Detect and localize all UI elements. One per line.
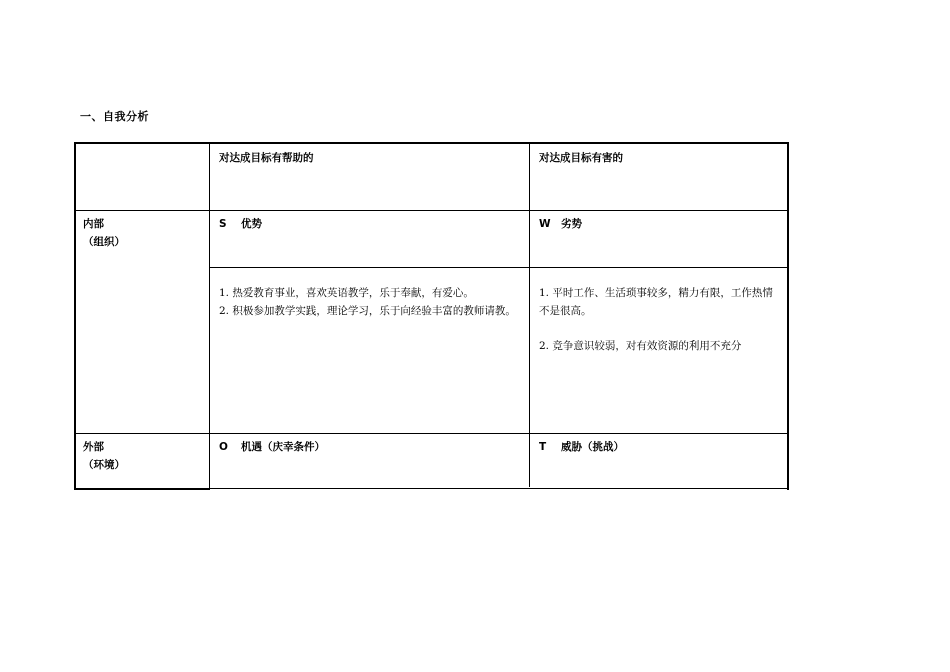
internal-label xyxy=(83,215,125,251)
weaknesses-content xyxy=(539,284,779,355)
weakness-item-1: 1. 平时工作、生活琐事较多，精力有限，工作热情不是很高。 xyxy=(539,287,773,317)
table-col-divider-2 xyxy=(529,144,530,487)
external-label-line2: （环境） xyxy=(83,459,125,471)
strength-item-1: 1. 热爱教育事业，喜欢英语教学，乐于奉献，有爱心。 xyxy=(219,287,474,299)
strength-item-2: 2. 积极参加教学实践，理论学习，乐于向经验丰富的教师请教。 xyxy=(219,305,516,317)
threat-letter: T xyxy=(539,441,547,453)
threat-title-text: 威胁（挑战） xyxy=(561,441,624,453)
internal-label-line2: （组织） xyxy=(83,236,125,248)
strengths-content xyxy=(219,284,521,320)
section-heading: 一、自我分析 xyxy=(80,110,149,123)
table-border-right xyxy=(787,142,789,490)
threat-title xyxy=(539,438,624,456)
opportunity-title-text: 机遇（庆幸条件） xyxy=(241,441,325,453)
weakness-letter: W xyxy=(539,218,551,230)
header-harmful: 对达成目标有害的 xyxy=(539,152,623,164)
table-row-divider-2 xyxy=(209,267,787,268)
header-helpful: 对达成目标有帮助的 xyxy=(219,152,314,164)
weakness-title-text: 劣势 xyxy=(561,218,582,230)
table-border-bottom-right xyxy=(209,488,789,489)
opportunity-letter: O xyxy=(219,441,228,453)
external-label xyxy=(83,438,125,474)
table-col-divider-1 xyxy=(209,144,210,489)
weakness-item-2: 2. 竞争意识较弱，对有效资源的利用不充分 xyxy=(539,340,742,352)
table-row-divider-3 xyxy=(76,433,787,434)
strength-title-text: 优势 xyxy=(241,218,262,230)
internal-label-line1: 内部 xyxy=(83,218,104,230)
weakness-title xyxy=(539,215,582,233)
table-border-left xyxy=(74,142,76,490)
external-label-line1: 外部 xyxy=(83,441,104,453)
table-border-top xyxy=(74,142,789,144)
table-row-divider-1 xyxy=(76,210,787,211)
table-border-bottom-left xyxy=(74,488,210,490)
opportunity-title xyxy=(219,438,325,456)
strength-title xyxy=(219,215,262,233)
strength-letter: S xyxy=(219,218,227,230)
